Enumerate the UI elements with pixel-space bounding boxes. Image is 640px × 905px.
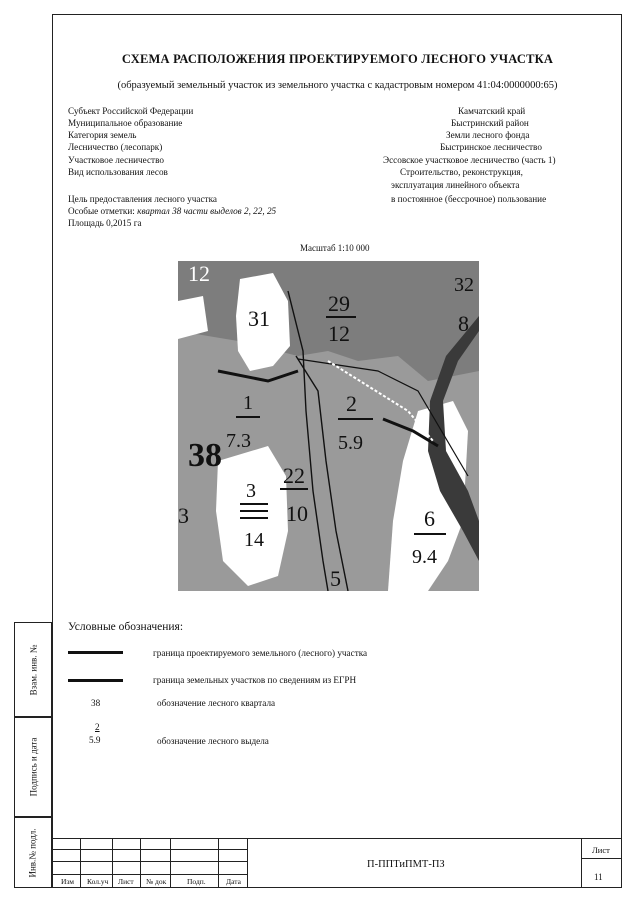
document-subtitle: (образуемый земельный участок из земельного участка с кадастровым номером 41:04:0000000:65) [117,80,558,91]
sheet-number: 11 [594,872,603,882]
stamp-col-kol: Кол.уч [87,877,109,886]
stamp-top-line [52,838,622,839]
field-label-cel: Цель предоставления лесного участка [68,194,217,204]
special-notes-label: Особые отметки: [68,206,138,216]
map-label-29: 29 [328,291,350,316]
stamp-col-1 [80,838,81,888]
field-label-lesnichestvo: Лесничество (лесопарк) [68,142,163,152]
field-label-category: Категория земель [68,130,137,140]
stamp-col-3 [140,838,141,888]
field-label-municipal: Муниципальное образование [68,118,183,128]
stamp-col-podp: Подп. [187,877,206,886]
side-label-vzam: Взам. инв. № [28,644,38,695]
legend-line-egrn [68,679,123,682]
side-label-inv: Инв.№ подл. [28,827,38,878]
legend-text-vydel: обозначение лесного выдела [157,736,269,746]
map-label-2: 2 [346,391,357,416]
stamp-col-list: Лист [118,877,134,886]
map-label-10: 10 [286,501,308,526]
sheet-label: Лист [592,845,610,855]
field-value-subject: Камчатский край [458,106,526,116]
special-notes-value: квартал 38 части выделов 2, 22, 25 [137,206,277,216]
side-label-podpis: Подпись и дата [28,737,38,797]
field-label-vid: Вид использования лесов [68,167,168,177]
field-value-category: Земли лесного фонда [446,130,530,140]
map-label-3: 3 [246,480,256,502]
map-label-31: 31 [248,306,270,331]
map-label-73: 7.3 [226,430,251,452]
map-label-6: 6 [424,506,435,531]
field-value-vid-1: Строительство, реконструкция, [400,167,523,177]
map-label-22: 22 [283,463,305,488]
map-label-59: 5.9 [338,432,363,454]
stamp-col-sheet [581,838,582,888]
map-label-1: 1 [243,392,253,414]
document-title: СХЕМА РАСПОЛОЖЕНИЯ ПРОЕКТИРУЕМОГО ЛЕСНОГО УЧАСТКА [121,52,554,66]
stamp-col-ndok: № док [146,877,167,886]
field-value-cel: в постоянное (бессрочное) пользование [391,194,547,204]
legend-line-project [68,651,123,654]
legend-text-egrn: граница земельных участков по сведениям из ЕГРН [153,675,357,685]
area-field: Площадь 0,2015 га [68,218,142,228]
field-value-vid-2: эксплуатация линейного объекта [391,180,520,190]
stamp-col-6 [247,838,248,888]
map-label-3-left: 3 [178,503,189,528]
stamp-col-4 [170,838,171,888]
stamp-col-2 [112,838,113,888]
field-value-uchastkovoe: Эссовское участковое лесничество (часть 1) [383,155,556,165]
stamp-col-izm: Изм [61,877,75,886]
legend-text-kvartal: обозначение лесного квартала [157,698,276,708]
legend-title: Условные обозначения: [68,621,184,633]
field-value-lesnichestvo: Быстринское лесничество [440,142,542,152]
map-label-94: 9.4 [412,546,437,568]
stamp-col-5 [218,838,219,888]
field-label-uchastkovoe: Участковое лесничество [68,155,164,165]
legend-sample-den: 5.9 [89,735,101,745]
map-label-14: 14 [244,529,264,551]
map-label-8: 8 [458,311,469,336]
legend-sample-kvartal: 38 [91,698,101,708]
forest-map [178,261,479,591]
map-label-kvartal-38: 38 [188,437,222,474]
document-code: П-ППТиПМТ-ПЗ [367,859,445,870]
map-label-5: 5 [330,566,341,591]
legend-sample-num: 2 [95,722,100,732]
stamp-sheet-line [581,858,622,859]
field-label-subject: Субъект Российской Федерации [68,106,194,116]
map-label-12: 12 [188,261,210,286]
map-scale: Масштаб 1:10 000 [300,243,370,253]
map-label-12b: 12 [328,321,350,346]
stamp-col-data: Дата [226,877,241,886]
map-label-32: 32 [454,274,474,296]
special-notes [68,206,276,216]
legend-text-project: граница проектируемого земельного (лесного) участка [153,648,368,658]
field-value-municipal: Быстринский район [451,118,529,128]
